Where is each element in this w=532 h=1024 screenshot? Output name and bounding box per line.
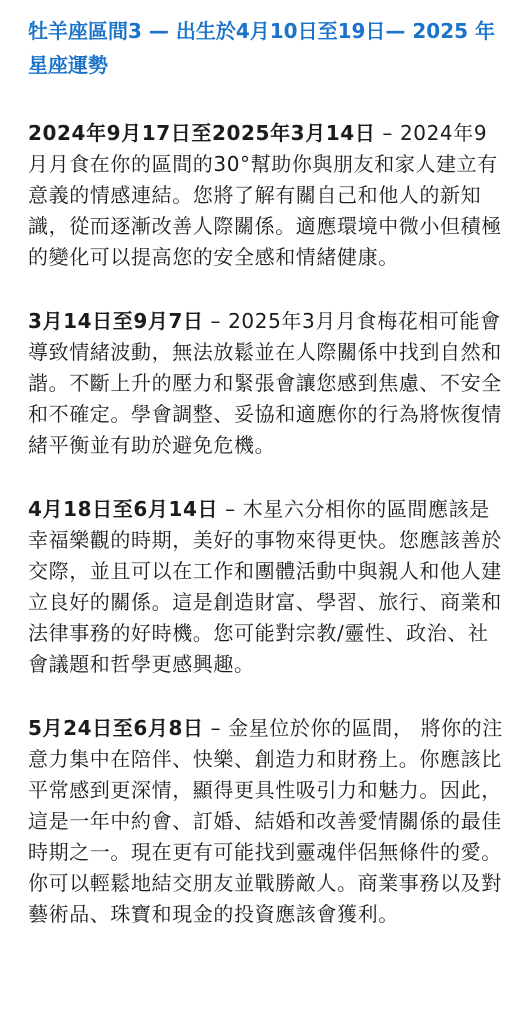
section-text: – 木星六分相你的區間應該是幸福樂觀的時期，美好的事物來得更快。您應該善於交際，並且可以在工作和團體活動中與親人和他人建立良好的關係。這是創造財富、學習、旅行、商業和法律事務的好時機。您可能對宗教/靈性、政治、社會議題和哲學更感興趣。 (28, 497, 502, 676)
section-date: 5月24日至6月8日 (28, 716, 204, 740)
section-text: – 金星位於你的區間， 將你的注意力集中在陪伴、快樂、創造力和財務上。你應該比平常感到更深情，顯得更具性吸引力和魅力。因此，這是一年中約會、訂婚、結婚和改善愛情關係的最佳時期之一。現在更有可能找到靈魂伴侶無條件的愛。你可以輕鬆地結交朋友並戰勝敵人。商業事務以及對藝術品、珠寶和現金的投資應該會獲利。 (28, 716, 503, 926)
section-text: – 2025年3月月食梅花相可能會導致情緒波動，無法放鬆並在人際關係中找到自然和諧。不斷上升的壓力和緊張會讓您感到焦慮、不安全和不確定。學會調整、妥協和適應你的行為將恢復情緒平衡並有助於避免危機。 (28, 309, 502, 457)
section-date: 3月14日至9月7日 (28, 309, 204, 333)
section-4 (28, 713, 506, 930)
section-text: – 2024年9月月食在你的區間的30°幫助你與朋友和家人建立有意義的情感連結。您將了解有關自己和他人的新知識，從而逐漸改善人際關係。適應環境中微小但積極的變化可以提高您的安全感和情緒健康。 (28, 121, 502, 269)
section-date: 2024年9月17日至2025年3月14日 (28, 121, 376, 145)
section-1 (28, 118, 506, 273)
section-date: 4月18日至6月14日 (28, 497, 219, 521)
section-3 (28, 494, 506, 680)
section-2 (28, 306, 506, 461)
article-title: 牡羊座區間3 — 出生於4月10日至19日— 2025 年星座運勢 (28, 19, 496, 77)
